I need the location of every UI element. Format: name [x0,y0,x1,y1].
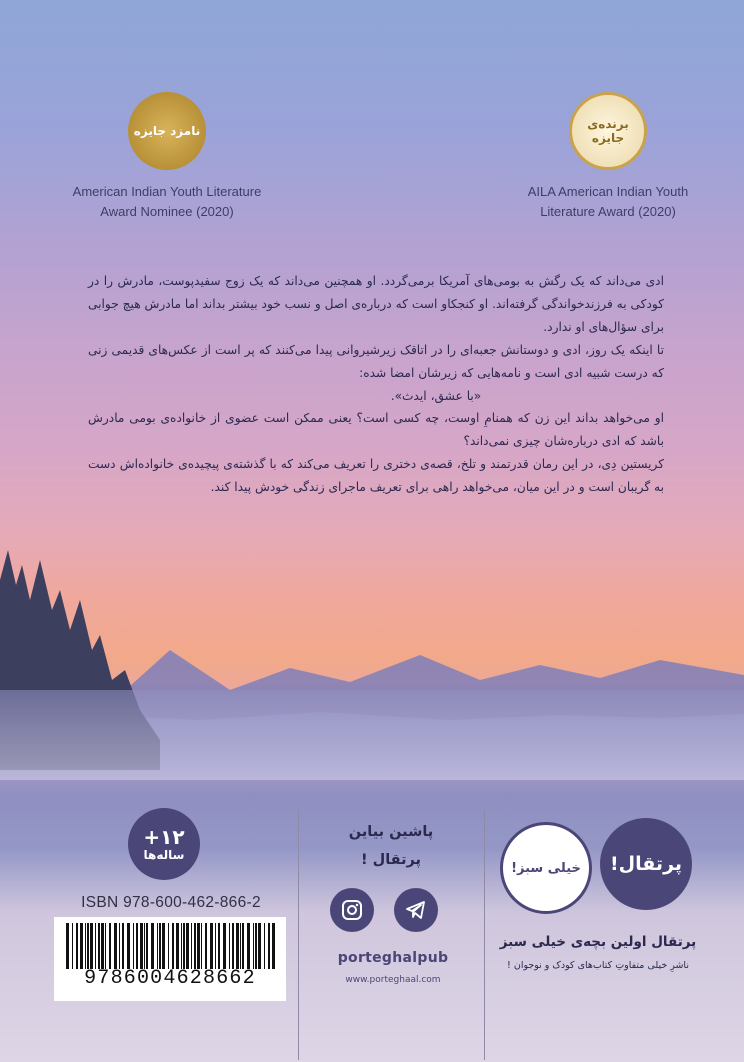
age-badge [128,808,200,880]
barcode-bar [168,923,169,969]
barcode-bar [98,923,100,969]
barcode-bar [87,923,89,969]
barcode-bar [181,923,182,969]
imprint-logo [500,822,592,914]
barcode-bar [186,923,189,969]
website-link[interactable]: www.porteghaal.com [345,975,441,985]
barcode-bar [194,923,196,969]
barcode-bar [272,923,275,969]
barcode-bar [122,923,124,969]
publisher-slogan: پرتقال اولین بچه‌ی خیلی سبز [499,934,697,950]
medal-text: نامزد جایزه [133,123,201,138]
telegram-icon[interactable] [394,888,438,932]
blurb-quote: «با عشق، ایدث». [390,388,482,403]
barcode-bar [176,923,179,969]
blurb-paragraph: کریستین دِی، در این رمان قدرتمند و تلخ، قصه‌ی دختری را تعریف می‌کند که با گذشته‌ی پیچیده‌ی خانواده‌اش دست به گریبان است و در این میان، می‌خواهد راهی برای تعریف ماجرای زندگی خودش پیدا کند. [88,457,664,495]
barcode-bar [140,923,143,969]
barcode-bar [172,923,174,969]
barcode-bar [236,923,239,969]
award-caption-line2: Literature Award (2020) [540,204,676,219]
barcode-bar [191,923,192,969]
barcode-bar [258,923,261,969]
award-caption-line1: American Indian Youth Literature [72,184,262,199]
award-winner [498,92,718,222]
imprint-logo-text: خیلی سبز! [511,860,581,876]
award-caption-line1: AILA American Indian Youth [527,184,689,199]
barcode-bar [119,923,120,969]
barcode-bar [268,923,270,969]
barcode-bar [240,923,241,969]
barcode-bar [146,923,148,969]
barcode-bar [127,923,130,969]
laurel-medal-icon [569,92,647,170]
barcode-bar [205,923,207,969]
barcode-bar [159,923,161,969]
barcode-bar [255,923,257,969]
publisher-logo [600,818,692,910]
blurb-paragraph: او می‌خواهد بداند این زن که همنامِ اوست، چه کسی است؟ یعنی ممکن است عضوی از خانواده‌ی بومی مادرش باشد که ادی درباره‌شان چیزی نمی‌داند؟ [88,411,664,449]
publisher-tagline: ناشرِ خیلی متفاوتِ کتاب‌های کودک و نوجوان ! [507,960,689,971]
follow-text [316,818,466,874]
barcode-bar [197,923,200,969]
barcode-bar [242,923,244,969]
award-caption-line2: Award Nominee (2020) [100,204,234,219]
barcode-bar [162,923,165,969]
barcode-bar [90,923,93,969]
mist-layer [0,690,744,780]
barcode-bar [80,923,83,969]
barcode-bar [264,923,265,969]
barcode-bar [218,923,220,969]
barcode-bar [109,923,111,969]
barcode-bar [151,923,154,969]
barcode-bar [66,923,69,969]
barcode-bar [85,923,86,969]
blurb-paragraph: تا اینکه یک روز، ادی و دوستانش جعبه‌ای را در اتاقک زیرشیروانی پیدا می‌کنند که پر است از عکس‌های قدیمی زنی که درست شبیه ادی است و نامه‌هایی که زیرشان امضا شده: [88,342,664,380]
barcode-bar [114,923,117,969]
barcode-bar [105,923,106,969]
barcode-digits: 9786004628662 [84,967,256,990]
barcode-bar [136,923,138,969]
age-value: +۱۲ [143,825,185,849]
barcode-bar [223,923,226,969]
barcode-bar [253,923,254,969]
barcode-bar [133,923,134,969]
barcode-bar [183,923,185,969]
barcode-bar [72,923,73,969]
barcode-bar [232,923,234,969]
barcode-bar [76,923,78,969]
book-blurb [88,270,664,499]
age-label: ساله‌ها [143,848,185,862]
barcode-bar [247,923,250,969]
laurel-medal-icon [128,92,206,170]
award-nominee [52,92,282,222]
isbn-number: ISBN 978-600-462-866-2 [81,894,261,911]
barcode-bar [95,923,96,969]
barcode-bar [215,923,216,969]
barcode-bar [210,923,213,969]
blurb-paragraph: ادی می‌داند که یک رگش به بومی‌های آمریکا برمی‌گردد. او همچنین می‌داند که یک زوج سفیدپوست، مادرش را در کودکی به فرزندخواندگی گرفته‌اند. او کنجکاو است که درباره‌ی اصل و نسب خود بیشتر بداند اما مادرش هیچ جوابی برای سؤال‌های او ندارد. [88,274,664,334]
barcode-bar [157,923,158,969]
medal-text: برنده‌ی جایزه [587,116,629,145]
barcode-bar [229,923,230,969]
social-handle[interactable]: porteghalpub [337,950,449,966]
divider [298,810,299,1060]
barcode-bar [201,923,202,969]
barcode-bar [101,923,104,969]
follow-line1: پاشین بیاین [348,824,434,840]
publisher-logo-text: پرتقال! [609,853,683,875]
follow-line2: پرتقال ! [360,852,422,868]
instagram-icon[interactable] [330,888,374,932]
barcode-bar [144,923,145,969]
